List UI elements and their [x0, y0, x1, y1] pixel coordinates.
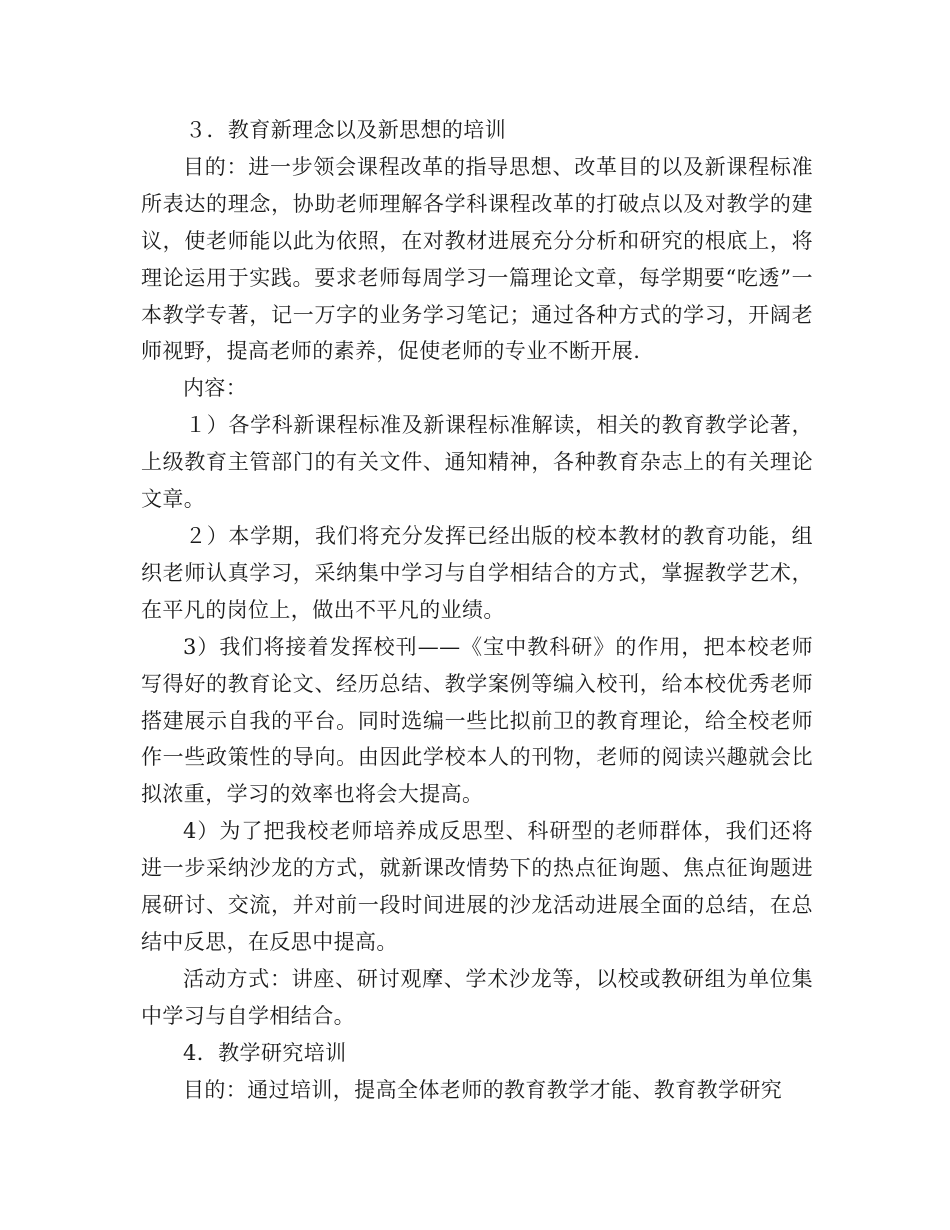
- paragraph-purpose: 目的：进一步领会课程改革的指导思想、改革目的以及新课程标准所表达的理念，协助老师理解各学科课程改革的打破点以及对教学的建议，使老师能以此为依照，在对教材进展充分分析和研究的根底上，将理论运用于实践。要求老师每周学习一篇理论文章，每学期要“吃透”一本教学专著，记一万字的业务学习笔记；通过各种方式的学习，开阔老师视野，提高老师的素养，促使老师的专业不断开展.: [141, 154, 813, 364]
- section-heading-4: 4．教学研究培训: [183, 1040, 347, 1065]
- list-item-4: 4）为了把我校老师培养成反思型、科研型的老师群体，我们还将进一步采纳沙龙的方式，就新课改情势下的热点征询题、焦点征询题进展研讨、交流，并对前一段时间进展的沙龙活动进展全面的总结，在总结中反思，在反思中提高。: [141, 819, 813, 954]
- list-item-2: ２）本学期，我们将充分发挥已经出版的校本教材的教育功能，组织老师认真学习，采纳集中学习与自学相结合的方式，掌握教学艺术，在平凡的岗位上，做出不平凡的业绩。: [141, 523, 813, 622]
- section-heading-3: ３．教育新理念以及新思想的培训: [185, 118, 507, 142]
- document-body: [141, 112, 813, 1108]
- paragraph-activity-method: 活动方式：讲座、研讨观摩、学术沙龙等，以校或教研组为单位集中学习与自学相结合。: [141, 966, 813, 1028]
- paragraph-content-label: 内容：: [183, 376, 248, 401]
- list-item-3: 3）我们将接着发挥校刊——《宝中教科研》的作用，把本校老师写得好的教育论文、经历总结、教学案例等编入校刊，给本校优秀老师搭建展示自我的平台。同时选编一些比拟前卫的教育理论，给全校老师作一些政策性的导向。由因此学校本人的刊物，老师的阅读兴趣就会比拟浓重，学习的效率也将会大提高。: [141, 634, 813, 807]
- paragraph-purpose-2: 目的：通过培训，提高全体老师的教育教学才能、教育教学研究: [183, 1077, 783, 1102]
- list-item-1: １）各学科新课程标准及新课程标准解读，相关的教育教学论著，上级教育主管部门的有关文件、通知精神，各种教育杂志上的有关理论文章。: [141, 413, 813, 512]
